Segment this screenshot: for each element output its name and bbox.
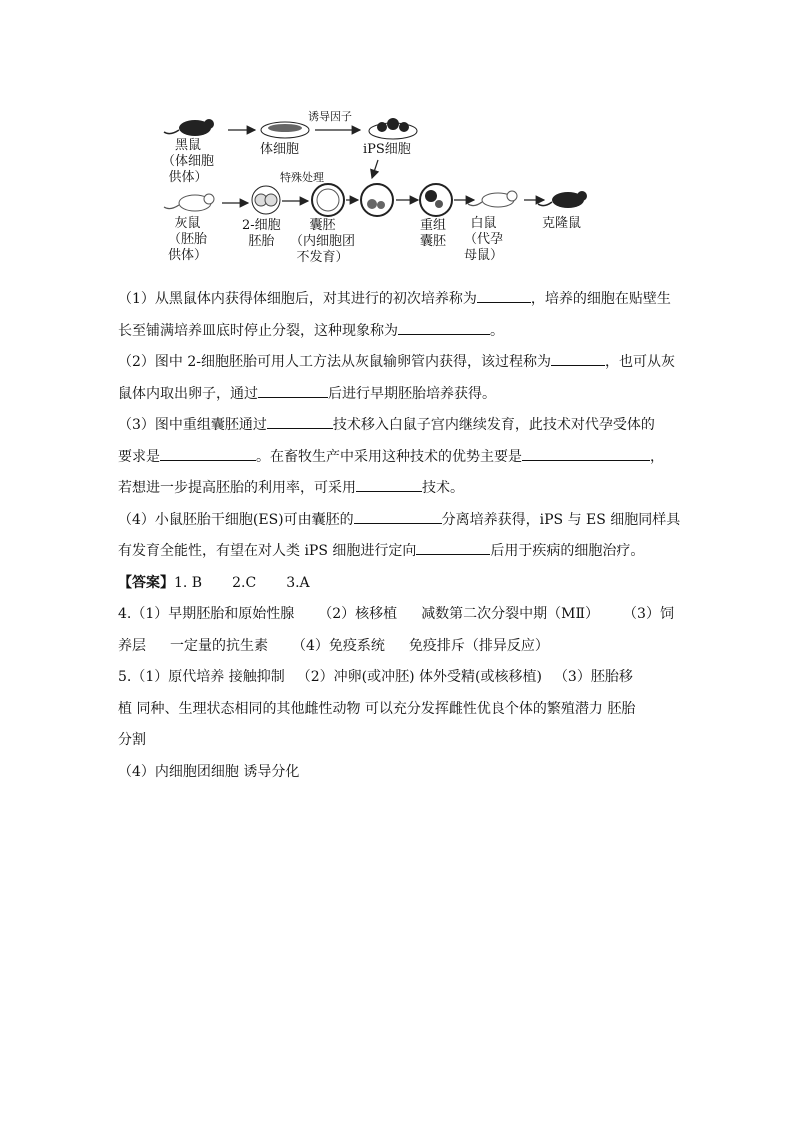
q4-line-1: （4）小鼠胚胎干细胞(ES)可由囊胚的 分离培养获得，iPS 与 ES 细胞同样具 — [118, 505, 680, 537]
q1-line-1: （1）从黑鼠体内获得体细胞后，对其进行的初次培养称为 ，培养的细胞在贴壁生 — [118, 284, 680, 316]
answer-5-line-3: 分割 — [118, 732, 146, 748]
q3-blank-1 — [267, 412, 333, 429]
ips-cell-dish-icon — [369, 118, 417, 139]
q1-line-2: 长至铺满培养皿底时停止分裂，这种现象称为 。 — [118, 316, 680, 348]
black-mouse-label: 黑鼠 （体细胞 供体） — [162, 138, 215, 185]
injected-blastocyst-icon — [361, 184, 393, 216]
somatic-cell-label: 体细胞 — [260, 142, 300, 157]
cloned-mouse-icon — [538, 191, 587, 208]
cloning-diagram — [160, 100, 600, 270]
two-cell-embryo-icon — [252, 186, 280, 214]
blastocyst-icon — [312, 184, 344, 216]
answer-label: 【答案】 — [118, 574, 174, 591]
white-mouse-label: 白鼠 （代孕 母鼠） — [464, 216, 504, 263]
diagram-graphics — [160, 100, 600, 270]
gray-mouse-icon — [164, 194, 214, 211]
cloned-mouse-label: 克隆鼠 — [542, 216, 582, 231]
question-text — [118, 284, 680, 788]
special-treatment-label: 特殊处理 — [280, 171, 324, 184]
answer-5-line-2: 植 同种、生理状态相同的其他雌性动物 可以充分发挥雌性优良个体的繁殖潜力 胚胎 — [118, 700, 636, 717]
inducing-factor-label: 诱导因子 — [308, 110, 352, 123]
answer-4-line-1: 4.（1）早期胚胎和原始性腺 （2）核移植 减数第二次分裂中期（MⅡ） （3）饲 — [118, 606, 674, 622]
recombinant-blastocyst-label: 重组 囊胚 — [420, 218, 447, 249]
q2-blank-2 — [258, 381, 328, 398]
q3-line-1: （3）图中重组囊胚通过 技术移入白鼠子宫内继续发育，此技术对代孕受体的 — [118, 410, 680, 442]
q3-line-3: 若想进一步提高胚胎的利用率，可采用 技术。 — [118, 473, 680, 505]
somatic-cell-dish-icon — [261, 122, 309, 138]
q4-line-2: 有发育全能性，有望在对人类 iPS 细胞进行定向 后用于疾病的细胞治疗。 — [118, 536, 680, 568]
q2-line-1: （2）图中 2-细胞胚胎可用人工方法从灰鼠输卵管内获得，该过程称为 ，也可从灰 — [118, 347, 680, 379]
recombinant-blastocyst-icon — [420, 184, 452, 216]
q1-blank-2 — [398, 318, 490, 335]
q2-blank-1 — [551, 349, 605, 366]
gray-mouse-label: 灰鼠 （胚胎 供体） — [168, 216, 208, 263]
answer-4-line-2: 养层 一定量的抗生素 （4）免疫系统 免疫排斥（排异反应） — [118, 637, 549, 654]
q3-blank-4 — [356, 475, 422, 492]
q3-blank-3 — [522, 444, 650, 461]
black-mouse-icon — [164, 119, 214, 136]
answer-5-line-4: （4）内细胞团细胞 诱导分化 — [118, 763, 300, 780]
answer-5-line-1: 5.（1）原代培养 接触抑制 （2）冲卵(或冲胚) 体外受精(或核移植) （3）胚胎移 — [118, 669, 633, 685]
white-mouse-icon — [468, 191, 517, 207]
q1-blank-1 — [477, 286, 531, 303]
ips-cell-label: iPS细胞 — [363, 142, 411, 157]
blastocyst-label: 囊胚 （内细胞团 不发育） — [290, 218, 356, 265]
answer-line-1: 【答案】1. B 2.C 3.A — [118, 574, 310, 591]
two-cell-embryo-label: 2-细胞 胚胎 — [242, 218, 281, 249]
q3-blank-2 — [160, 444, 256, 461]
q2-line-2: 鼠体内取出卵子，通过 后进行早期胚胎培养获得。 — [118, 379, 680, 411]
q3-line-2: 要求是 。在畜牧生产中采用这种技术的优势主要是 ， — [118, 442, 680, 474]
q4-blank-1 — [354, 507, 442, 524]
q4-blank-2 — [416, 538, 490, 555]
